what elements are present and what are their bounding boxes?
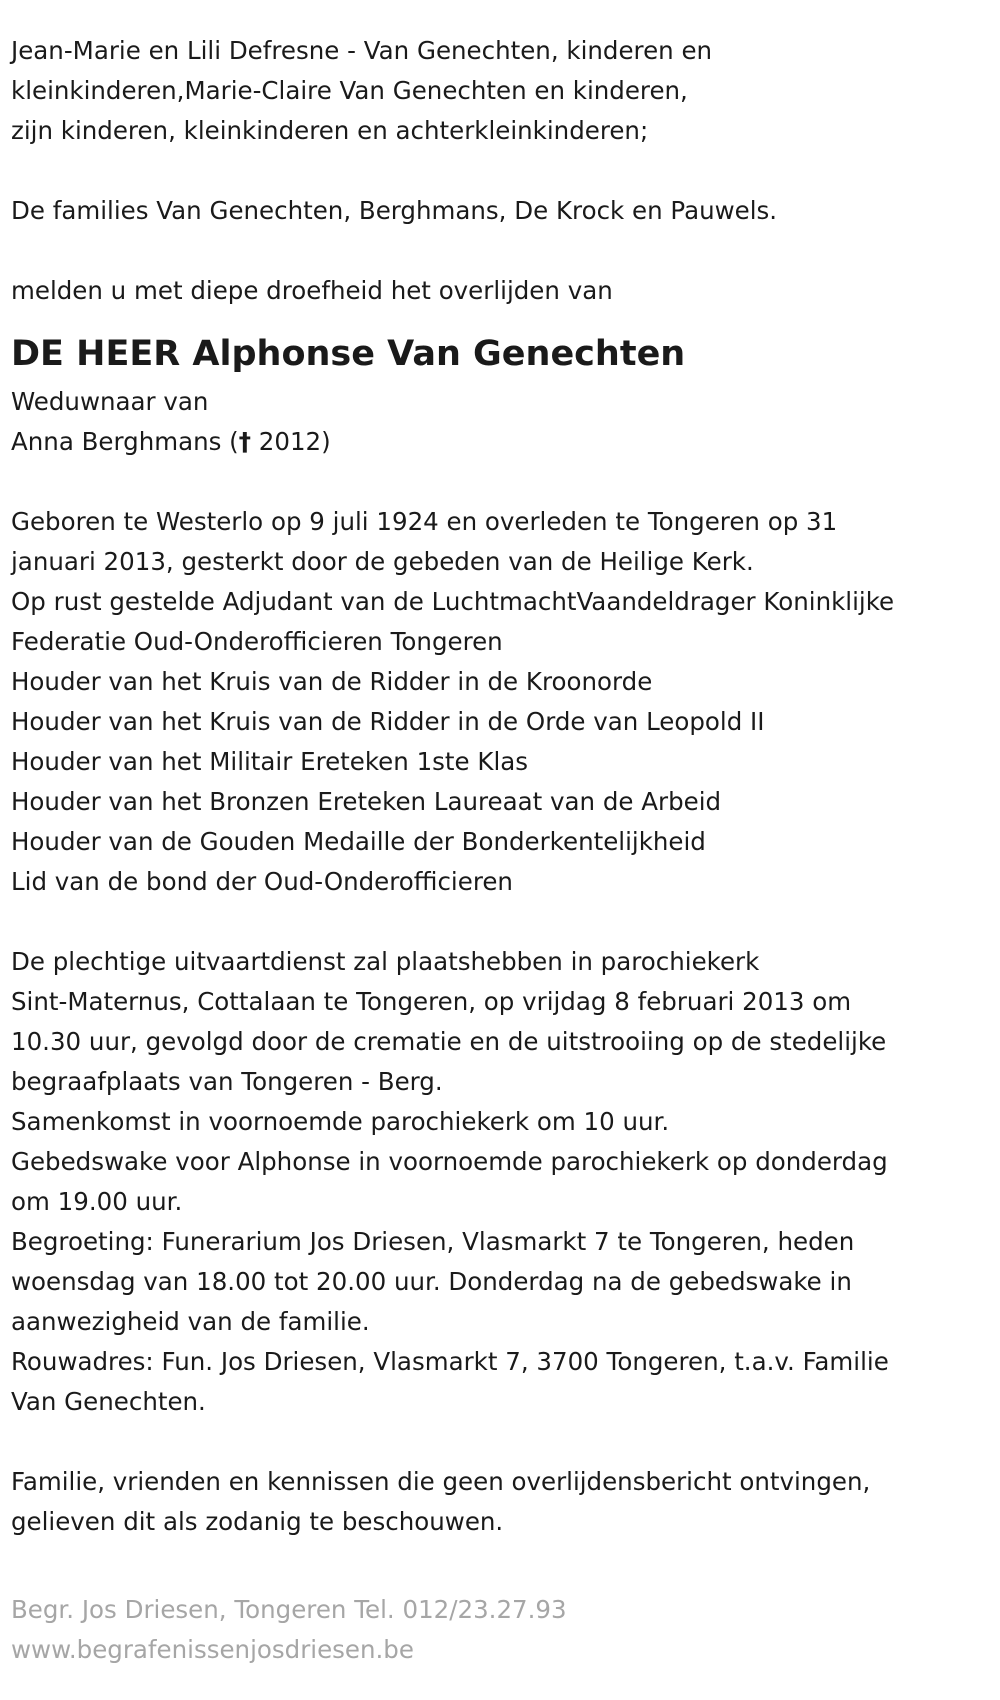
- spacer: [11, 1422, 996, 1462]
- funeral-line: 10.30 uur, gevolgd door de crematie en de uitstrooiing op de stedelijke: [11, 1027, 887, 1056]
- funeral-line: Begroeting: Funerarium Jos Driesen, Vlasmarkt 7 te Tongeren, heden: [11, 1227, 855, 1256]
- intro-line: zijn kinderen, kleinkinderen en achterkleinkinderen;: [11, 116, 649, 145]
- closing-line: gelieven dit als zodanig te beschouwen.: [11, 1507, 504, 1536]
- biography-line: Houder van het Kruis van de Ridder in de Kroonorde: [11, 667, 653, 696]
- funeral-line: Gebedswake voor Alphonse in voornoemde parochiekerk op donderdag: [11, 1147, 888, 1176]
- funeral-line: woensdag van 18.00 tot 20.00 uur. Donderdag na de gebedswake in: [11, 1267, 852, 1296]
- biography-block: [11, 502, 996, 902]
- spacer: [11, 151, 996, 191]
- announcement-line: melden u met diepe droefheid het overlijden van: [11, 276, 613, 305]
- closing-line: Familie, vrienden en kennissen die geen overlijdensbericht ontvingen,: [11, 1467, 871, 1496]
- closing-block: [11, 1462, 996, 1542]
- funeral-line: De plechtige uitvaartdienst zal plaatshebben in parochiekerk: [11, 947, 760, 976]
- spacer: [11, 231, 996, 271]
- spacer: [11, 462, 996, 502]
- footer-block: [11, 1590, 996, 1670]
- funeral-line: Van Genechten.: [11, 1387, 206, 1416]
- biography-line: Houder van het Militair Ereteken 1ste Klas: [11, 747, 529, 776]
- funeral-line: Sint-Maternus, Cottalaan te Tongeren, op vrijdag 8 februari 2013 om: [11, 987, 852, 1016]
- undertaker-contact: Begr. Jos Driesen, Tongeren Tel. 012/23.27.93: [11, 1595, 567, 1624]
- spacer: [11, 902, 996, 942]
- biography-line: Houder van de Gouden Medaille der Bonderkentelijkheid: [11, 827, 706, 856]
- deceased-name-heading: DE HEER Alphonse Van Genechten: [11, 334, 686, 374]
- spouse-year: 2012): [251, 427, 331, 456]
- biography-line: januari 2013, gesterkt door de gebeden van de Heilige Kerk.: [11, 547, 754, 576]
- biography-line: Geboren te Westerlo op 9 juli 1924 en overleden te Tongeren op 31: [11, 507, 838, 536]
- spacer: [11, 311, 996, 331]
- intro-line: Jean-Marie en Lili Defresne - Van Genechten, kinderen en: [11, 36, 713, 65]
- biography-line: Houder van het Kruis van de Ridder in de Orde van Leopold II: [11, 707, 765, 736]
- biography-line: Federatie Oud-Onderofficieren Tongeren: [11, 627, 503, 656]
- intro-block: [11, 31, 996, 151]
- intro-line: kleinkinderen,Marie-Claire Van Genechten en kinderen,: [11, 76, 688, 105]
- obituary-notice: [11, 31, 996, 1670]
- biography-line: Op rust gestelde Adjudant van de LuchtmachtVaandeldrager Koninklijke: [11, 587, 895, 616]
- cross-icon: †: [238, 427, 251, 456]
- funeral-line: Samenkomst in voornoemde parochiekerk om 10 uur.: [11, 1107, 670, 1136]
- funeral-block: [11, 942, 996, 1422]
- widower-label: Weduwnaar van: [11, 387, 209, 416]
- spouse-name: Anna Berghmans (: [11, 427, 239, 456]
- funeral-line: Rouwadres: Fun. Jos Driesen, Vlasmarkt 7, 3700 Tongeren, t.a.v. Familie: [11, 1347, 889, 1376]
- families-line: De families Van Genechten, Berghmans, De Krock en Pauwels.: [11, 196, 778, 225]
- biography-line: Lid van de bond der Oud-Onderofficieren: [11, 867, 513, 896]
- spouse-line: [11, 422, 996, 462]
- biography-line: Houder van het Bronzen Ereteken Laureaat van de Arbeid: [11, 787, 722, 816]
- funeral-line: om 19.00 uur.: [11, 1187, 183, 1216]
- spacer: [11, 1542, 996, 1590]
- undertaker-website: www.begrafenissenjosdriesen.be: [11, 1635, 414, 1664]
- funeral-line: aanwezigheid van de familie.: [11, 1307, 370, 1336]
- funeral-line: begraafplaats van Tongeren - Berg.: [11, 1067, 443, 1096]
